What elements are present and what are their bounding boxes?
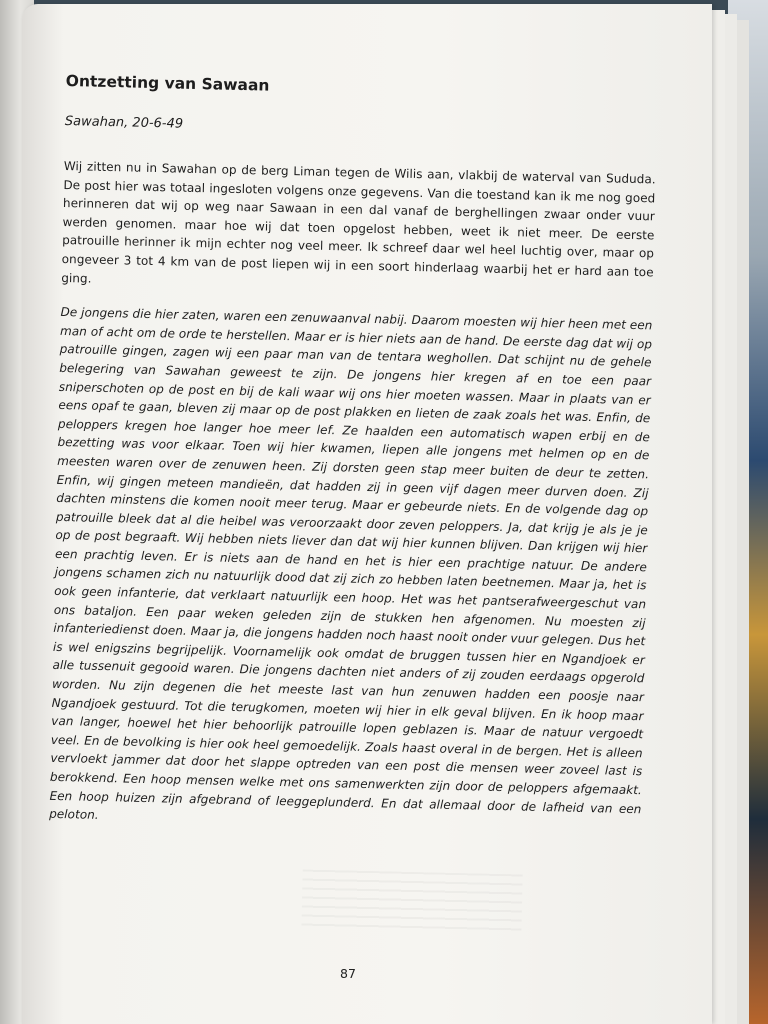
paragraph: Wij zitten nu in Sawahan op de berg Liman tegen de Wilis aan, vlakbij de waterval van Sududa. De post hier was totaal ingesloten volgens onze gegevens. Van die toestand kan ik me nog goed herinneren dat wij op weg naar Sawaan in een dal vanaf de berghellingen zwaar onder vuur werden genomen. maar hoe wij dat toen opgelost hebben, weet ik niet meer. De eerste patrouille herinner ik mijn echter nog veel meer. Ik schreef daar wel heel luchtig over, maar op ongeveer 3 tot 4 km van de post liepen wij in een soort hinderlaag waarbij het er hard aan toe ging. [61,158,656,286]
book-page [22,4,712,1024]
chapter-title: Ontzetting van Sawaan [65,72,270,95]
page-number: 87 [340,966,356,981]
dateline: Sawahan, 20-6-49 [64,113,184,132]
paragraph: De jongens die hier zaten, waren een zenuwaanval nabij. Daarom moesten wij hier heen met een man of acht om de orde te herstellen. Maar er is hier niets aan de hand. De eerste dag dat wij op patrouille gingen, zagen wij een paar man van de tentara weghollen. Dat schijnt nu de gehele belegering van Sawahan geweest te zijn. De jongens hier kregen af en toe een paar sniperschoten op de post en bij de kali waar wij ons hier moeten wassen. Maar in plaats van er eens opaf te gaan, bleven zij maar op de post plakken en lieten de zaak zoals het was. Enfin, de peloppers kregen hoe langer hoe meer lef. Ze haalden een automatisch wapen erbij en de bezetting was voor elkaar. Toen wij hier kwamen, liepen alle jongens met helmen op en de meesten waren over de zenuwen heen. Zij dorsten geen stap meer buiten de deur te zetten. Enfin, wij gingen meteen mandieën, dat hadden zij in geen vijf dagen meer durven doen. Zij dachten minstens die komen nooit meer terug. Maar er gebeurde niets. En de volgende dag op patrouille bleek dat al die heibel was veroorzaakt door zeven peloppers. Ja, dat krijg je als je je op de post begraaft. Wij hebben niets liever dan dat wij hier kunnen blijven. Dan krijgen wij hier een prachtig leven. Er is niets aan de hand en het is hier een prachtige natuur. De andere jongens schamen zich nu natuurlijk dood dat zij zich zo hebben laten beetnemen. Maar ja, het is ook geen infanterie, dat verklaart natuurlijk een hoop. Het was het pantserafweergeschut van ons bataljon. Een paar weken geleden zijn de stukken hen afgenomen. Nu moesten zij infanteriedienst doen. Maar ja, die jongens hadden noch haast nooit onder vuur gelegen. Dus het is wel enigszins begrijpelijk. Voornamelijk ook omdat de bruggen tussen hier en Ngandjoek er alle tussenuit gegooid waren. Die jongens dachten niet anders of zij zouden eerdaags opgerold worden. Nu zijn degenen die het meeste last van hun zenuwen hadden een poosje naar Ngandjoek gestuurd. Tot die terugkomen, moeten wij hier in elk geval blijven. En ik hoop maar van langer, hoewel het hier behoorlijk patrouille lopen geblazen is. Maar de natuur vergoedt veel. En de bevolking is hier ook heel gemoedelijk. Zoals haast overal in de bergen. Het is alleen vervloekt jammer dat door het slappe optreden van een post die mensen weer zoveel last is berokkend. Een hoop mensen welke met ons samenwerkten zijn door de peloppers afgemaakt. Een hoop huizen zijn afgebrand of leeggeplunderd. En dat allemaal door de lafheid van een peloton. [49,305,653,823]
show-through-text [301,870,522,935]
page-content [49,72,658,837]
